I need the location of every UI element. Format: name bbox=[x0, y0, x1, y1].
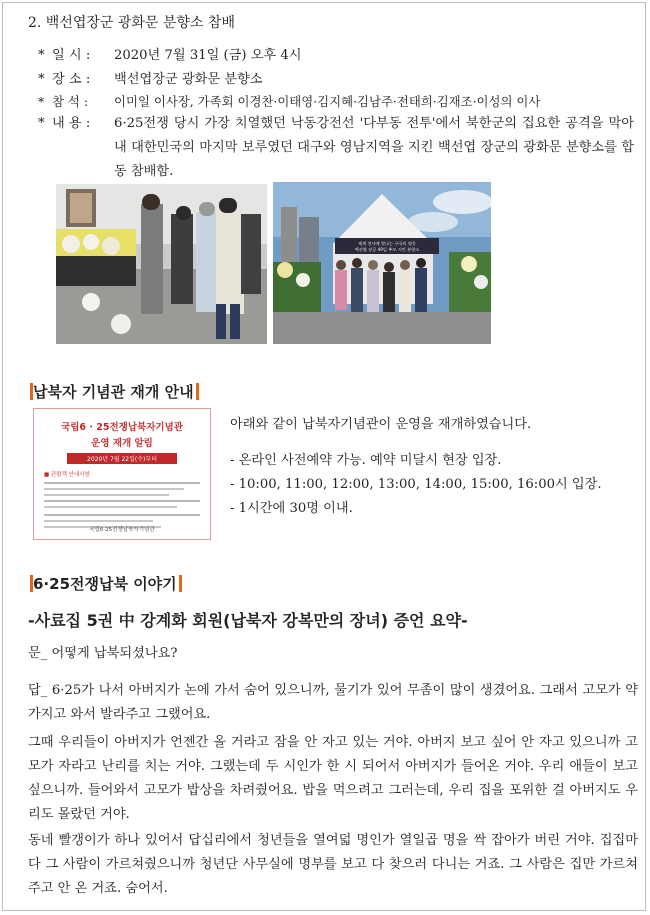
memorial-header: 납북자 기념관 재개 안내 bbox=[30, 381, 199, 402]
story-answer-3: 동네 빨갱이가 하나 있어서 답십리에서 청년들을 열여덟 명인가 열일곱 명을 싹 잡아가 버린 거야. 집집마다 그 사람이 가르쳐줬으니까 청년단 사무실에 명부를 보고 다 찾으러 다니는 거죠. 그 사람은 집만 가르쳐주고 안 온 거죠. 숨어서. bbox=[28, 833, 638, 896]
memorial-intro: 아래와 같이 납북자기념관이 운영을 재개하였습니다. bbox=[230, 417, 532, 432]
section-title: 2. 백선엽장군 광화문 분향소 참배 bbox=[28, 15, 235, 31]
info-attendees: * 참 석 : 이미일 이사장, 가족회 이경찬·이태영·김지혜·김남주·전태희·김재조·이성의 이사 bbox=[38, 94, 541, 109]
svg-text:세계 전사에 빛나는 구국의 영웅: 세계 전사에 빛나는 구국의 영웅 bbox=[358, 241, 416, 246]
info-content: * 내 용 : 6·25전쟁 당시 가장 치열했던 낙동강전선 '다부동 전투'에서 북한군의 집요한 공격을 막아내 대한민국의 마지막 보루였던 대구와 영남지역을 지킨 백선엽 장군의 광화문 분향소를 합동 참배함. bbox=[38, 116, 634, 179]
story-answer-1: 답_ 6·25가 나서 아버지가 논에 가서 숨어 있으니까, 물기가 있어 무좀이 많이 생겼어요. 그래서 고모가 약 가지고 와서 발라주고 그랬어요. bbox=[28, 683, 638, 722]
story-question: 문_ 어떻게 납북되셨나요? bbox=[28, 646, 178, 661]
memorial-bullet-2: - 10:00, 11:00, 12:00, 13:00, 14:00, 15:00, 16:00시 입장. bbox=[230, 477, 602, 492]
story-header: 6·25전쟁납북 이야기 bbox=[30, 573, 182, 594]
memorial-bullet-1: - 온라인 사전예약 가능. 예약 미달시 현장 입장. bbox=[230, 453, 502, 468]
story-subtitle: -사료집 5권 中 강계화 회원(납북자 강복만의 장녀) 증언 요약- bbox=[28, 611, 468, 630]
story-answer-2: 그때 우리들이 아버지가 언젠간 올 거라고 잠을 안 자고 있는 거야. 아버지 보고 싶어 안 자고 있으니까 고모가 자라고 난리를 치는 거야. 그랬는데 두 시인가 한 시 되어서 아버지가 들어온 거야. 우리 애들이 보고 싶으니까. 들어와서 고모가 밥상을 차려줬어요. 밥을 먹으려고 그러는데, 우리 집을 포위한 걸 아버지도 우리도 몰랐던 거야. bbox=[28, 735, 638, 822]
info-place: * 장 소 : 백선엽장군 광화문 분향소 bbox=[38, 72, 263, 87]
memorial-poster: 국립6 · 25전쟁납북자기념관 운영 재개 알림 2020년 7월 22일(수)부터 ■ 관람객 안내사항 국립6·25전쟁납북자기념관 bbox=[33, 408, 211, 540]
photo-altar bbox=[56, 184, 267, 344]
svg-text:백선엽 장군 49일 추모 시민 분향소: 백선엽 장군 49일 추모 시민 분향소 bbox=[354, 247, 420, 252]
memorial-bullet-3: - 1시간에 30명 이내. bbox=[230, 501, 353, 516]
info-date: * 일 시 : 2020년 7월 31일 (금) 오후 4시 bbox=[38, 48, 302, 63]
photo-group bbox=[273, 182, 491, 344]
